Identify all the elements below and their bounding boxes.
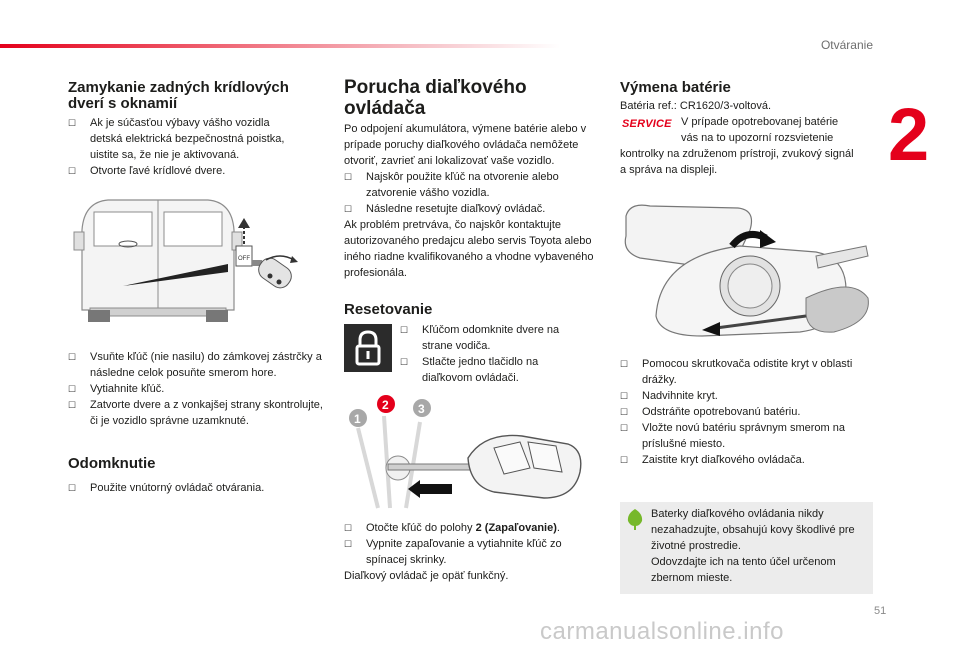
environment-note-box	[620, 502, 873, 594]
environment-note-text-2: Odovzdajte ich na tento účel určenom zbernom mieste.	[651, 556, 836, 584]
list-item: ☐ Zaistite kryt diaľkového ovládača.	[620, 454, 805, 466]
svg-text:3: 3	[418, 402, 425, 416]
key-ignition-illustration	[344, 388, 594, 512]
environment-note-text: Baterky diaľkového ovládania nikdy nezahadzujte, obsahujú kovy škodlivé pre životné prostredie.	[651, 508, 855, 552]
paragraph: Ak problém pretrváva, čo najskôr kontaktujte autorizovaného predajcu alebo servis Toyota alebo iného riadne kvalifikovaného a vhodne vybaveného profesionála.	[344, 219, 594, 279]
remote-failure-body	[344, 121, 594, 281]
section-heading-battery: Výmena batérie	[620, 79, 731, 96]
list-item: ☐ Vsuňte kľúč (nie nasilu) do zámkovej zástrčky a následne celok posuňte smerom hore.	[68, 351, 322, 379]
battery-reference: Batéria ref.: CR1620/3-voltová.	[620, 100, 772, 112]
list-item: ☐ Otočte kľúč do polohy 2 (Zapaľovanie).	[344, 522, 560, 534]
key-steps	[68, 349, 330, 429]
list-item: ☐ Stlačte jedno tlačidlo na diaľkovom ovládači.	[400, 356, 539, 384]
svg-text:1: 1	[354, 412, 361, 426]
list-item: ☐ Vypnite zapaľovanie a vytiahnite kľúč zo spínacej skrinky.	[344, 538, 562, 566]
header-accent-bar	[0, 44, 560, 48]
battery-replacement-illustration	[620, 186, 878, 351]
list-item: ☐ Následne resetujte diaľkový ovládač.	[344, 203, 546, 215]
leaf-icon	[626, 508, 644, 530]
section-heading-remote-failure: Porucha diaľkového ovládača	[344, 77, 527, 119]
list-item: ☐ Zatvorte dvere a z vonkajšej strany skontrolujte, či je vozidlo správne uzamknuté.	[68, 399, 323, 427]
service-warning-icon: SERVICE	[622, 118, 672, 130]
list-item: ☐ Najskôr použite kľúč na otvorenie alebo zatvorenie vášho vozidla.	[344, 171, 559, 199]
page-number: 51	[874, 605, 887, 617]
svg-text:2: 2	[382, 398, 389, 412]
paragraph: Po odpojení akumulátora, výmene batérie alebo v prípade poruchy diaľkového ovládača nemôžete otvoriť, zavrieť ani lokalizovať vaše vozidlo.	[344, 123, 587, 167]
van-rear-illustration	[68, 190, 318, 325]
section-heading-reset: Resetovanie	[344, 301, 433, 318]
service-text-line3: kontrolky na združenom prístroji, zvukový signál a správa na displeji.	[620, 148, 854, 176]
section-heading-unlock: Odomknutie	[68, 455, 156, 472]
rear-doors-steps	[68, 115, 298, 179]
list-item: ☐ Otvorte ľavé krídlové dvere.	[68, 165, 226, 177]
reset-steps	[400, 322, 580, 386]
list-item: ☐ Kľúčom odomknite dvere na strane vodiča.	[400, 324, 560, 352]
section-title: Otváranie	[820, 38, 873, 52]
unlock-steps	[68, 480, 330, 496]
list-item: ☐ Odstráňte opotrebovanú batériu.	[620, 406, 801, 418]
section-heading-rear-doors: Zamykanie zadných krídlových dverí s oknamií	[68, 79, 289, 112]
list-item: ☐ Vytiahnite kľúč.	[68, 383, 165, 395]
ignition-steps	[344, 520, 599, 584]
service-text-line1: V prípade opotrebovanej batérie	[681, 116, 839, 128]
padlock-icon	[344, 324, 392, 372]
list-item: ☐ Použite vnútorný ovládač otvárania.	[68, 482, 265, 494]
list-item: ☐ Nadvihnite kryt.	[620, 390, 718, 402]
chapter-number: 2	[888, 93, 930, 176]
paragraph: Diaľkový ovládač je opäť funkčný.	[344, 570, 509, 582]
service-text-line2: vás na to upozorní rozsvietenie	[681, 132, 834, 144]
watermark: carmanualsonline.info	[540, 618, 784, 645]
battery-steps	[620, 356, 876, 468]
list-item: ☐ Vložte novú batériu správnym smerom na príslušné miesto.	[620, 422, 845, 450]
svg-text:OFF: OFF	[238, 256, 250, 262]
list-item: ☐ Pomocou skrutkovača odistite kryt v oblasti drážky.	[620, 358, 853, 386]
list-item: ☐ Ak je súčasťou výbavy vášho vozidla detská elektrická bezpečnostná poistka, uistite sa, že nie je aktivovaná.	[68, 117, 285, 161]
